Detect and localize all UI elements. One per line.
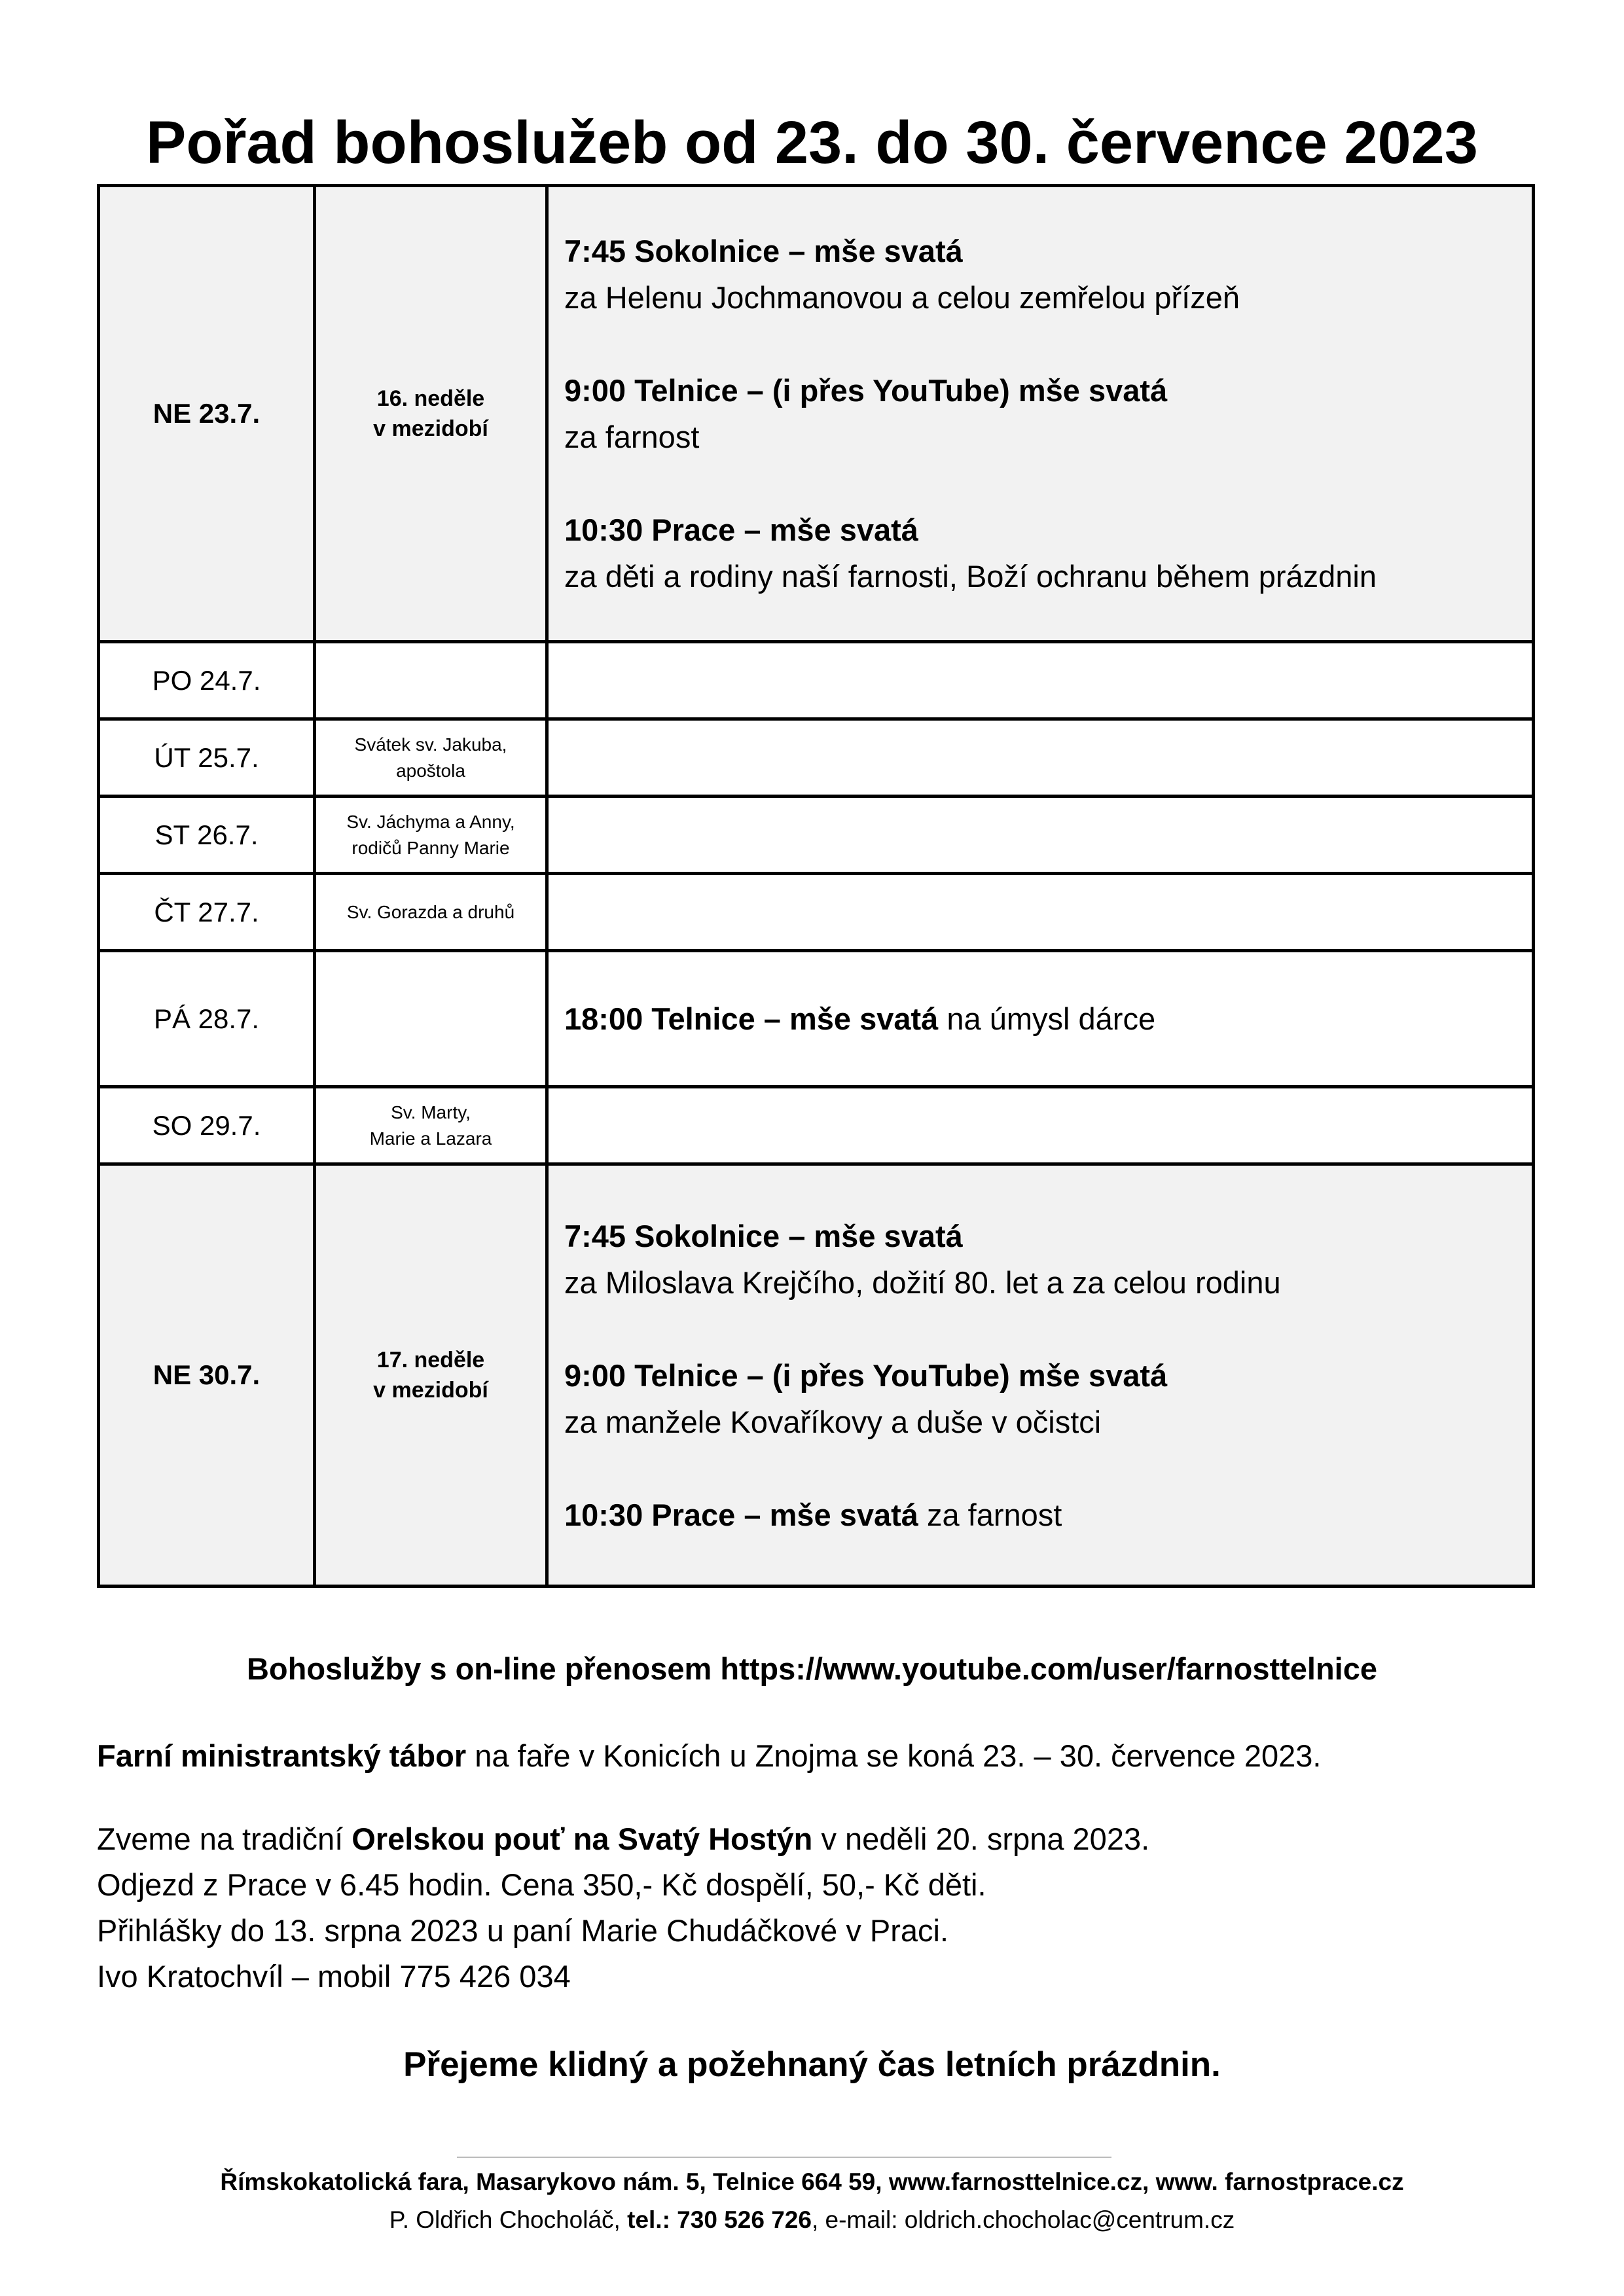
day-cell: PO 24.7. <box>99 642 315 719</box>
day-cell: ÚT 25.7. <box>99 719 315 797</box>
feast-line: rodičů Panny Marie <box>352 837 510 858</box>
table-row <box>99 186 1534 642</box>
camp-note <box>97 1733 1537 1779</box>
footer-divider <box>457 2157 1111 2158</box>
masses-cell <box>547 186 1534 642</box>
feast-line: Marie a Lazara <box>369 1128 492 1149</box>
pilgrimage-note <box>97 1816 1537 2000</box>
table-row <box>99 874 1534 951</box>
camp-details: na faře v Konicích u Znojma se koná 23. – 30. července 2023. <box>466 1738 1322 1773</box>
footer-phone: tel.: 730 526 726 <box>627 2206 812 2233</box>
mass-entry <box>564 996 1525 1042</box>
mass-time-place: 7:45 Sokolnice – mše svatá <box>564 1218 963 1253</box>
day-cell: ST 26.7. <box>99 797 315 874</box>
masses-cell <box>547 719 1534 797</box>
pilgrimage-title: Orelskou pouť na Svatý Hostýn <box>352 1821 813 1856</box>
feast-line: v mezidobí <box>373 1378 488 1403</box>
footer-contact <box>0 2201 1624 2239</box>
feast-cell <box>315 186 547 642</box>
wish-note <box>0 2042 1624 2088</box>
mass-time-place: 9:00 Telnice – (i přes YouTube) mše svatá <box>564 1357 1168 1393</box>
mass-time-place: 9:00 Telnice – (i přes YouTube) mše svatá <box>564 373 1168 408</box>
page-title: Pořad bohoslužeb od 23. do 30. července 2023 <box>146 109 1478 176</box>
mass-intention: za manžele Kovaříkovy a duše v očistci <box>564 1404 1102 1439</box>
mass-entry <box>564 228 1525 321</box>
masses-cell <box>547 951 1534 1087</box>
feast-line: 17. neděle <box>376 1348 485 1372</box>
day-cell: PÁ 28.7. <box>99 951 315 1087</box>
table-row <box>99 642 1534 719</box>
table-row <box>99 719 1534 797</box>
feast-line: Sv. Jáchyma a Anny, <box>346 811 515 832</box>
day-cell: ČT 27.7. <box>99 874 315 951</box>
departure-text: Odjezd z Prace v 6.45 hodin. Cena 350,- Kč dospělí, 50,- Kč děti. <box>97 1867 986 1902</box>
masses-cell <box>547 1164 1534 1587</box>
mass-intention: za farnost <box>918 1497 1062 1532</box>
mass-entry <box>564 367 1525 460</box>
feast-cell <box>315 1087 547 1164</box>
table-row <box>99 951 1534 1087</box>
feast-line: 16. neděle <box>376 386 485 411</box>
day-cell: NE 23.7. <box>99 186 315 642</box>
feast-line: v mezidobí <box>373 416 488 441</box>
feast-line: apoštola <box>396 760 465 781</box>
feast-cell <box>315 874 547 951</box>
mass-intention: za farnost <box>564 420 700 454</box>
contact-text: Ivo Kratochvíl – mobil 775 426 034 <box>97 1959 571 1994</box>
table-row <box>99 1087 1534 1164</box>
feast-line: Svátek sv. Jakuba, <box>354 734 507 755</box>
mass-intention: za Helenu Jochmanovou a celou zemřelou přízeň <box>564 280 1240 315</box>
mass-time-place: 10:30 Prace – mše svatá <box>564 1497 918 1532</box>
mass-time-place: 18:00 Telnice – mše svatá <box>564 1001 939 1036</box>
feast-cell <box>315 1164 547 1587</box>
pilgrimage-invite <box>97 1816 1537 1862</box>
footer-address: Římskokatolická fara, Masarykovo nám. 5, Telnice 664 59, www.farnosttelnice.cz, www. farnostprace.cz <box>220 2168 1404 2195</box>
table-row <box>99 1164 1534 1587</box>
day-cell: SO 29.7. <box>99 1087 315 1164</box>
masses-cell <box>547 797 1534 874</box>
online-broadcast-note <box>0 1646 1624 1692</box>
mass-intention: na úmysl dárce <box>938 1001 1156 1036</box>
pilgrimage-date: v neděli 20. srpna 2023. <box>812 1821 1150 1856</box>
mass-entry <box>564 1213 1525 1306</box>
feast-cell <box>315 719 547 797</box>
masses-cell <box>547 642 1534 719</box>
schedule-table <box>97 184 1535 1588</box>
table-row <box>99 797 1534 874</box>
mass-time-place: 7:45 Sokolnice – mše svatá <box>564 234 963 268</box>
feast-cell <box>315 951 547 1087</box>
mass-entry <box>564 1352 1525 1445</box>
footer <box>0 2163 1624 2239</box>
mass-intention: za děti a rodiny naší farnosti, Boží ochranu během prázdnin <box>564 559 1377 594</box>
online-broadcast-text: Bohoslužby s on-line přenosem https://www.youtube.com/user/farnosttelnice <box>246 1651 1378 1686</box>
masses-cell <box>547 874 1534 951</box>
feast-line: Sv. Gorazda a druhů <box>346 901 515 922</box>
mass-entry <box>564 1492 1525 1538</box>
wish-text: Přejeme klidný a požehnaný čas letních prázdnin. <box>403 2045 1221 2084</box>
feast-cell <box>315 642 547 719</box>
mass-time-place: 10:30 Prace – mše svatá <box>564 512 918 547</box>
feast-line: Sv. Marty, <box>391 1102 471 1122</box>
pilgrimage-pre: Zveme na tradiční <box>97 1821 352 1856</box>
registration-text: Přihlášky do 13. srpna 2023 u paní Marie Chudáčkové v Praci. <box>97 1913 949 1948</box>
footer-priest: P. Oldřich Chocholáč, <box>389 2206 628 2233</box>
feast-cell <box>315 797 547 874</box>
mass-intention: za Miloslava Krejčího, dožití 80. let a za celou rodinu <box>564 1265 1281 1300</box>
masses-cell <box>547 1087 1534 1164</box>
footer-email: , e-mail: oldrich.chocholac@centrum.cz <box>811 2206 1235 2233</box>
day-cell: NE 30.7. <box>99 1164 315 1587</box>
mass-entry <box>564 507 1525 600</box>
camp-title: Farní ministrantský tábor <box>97 1738 467 1773</box>
camp-text <box>97 1733 1537 1779</box>
